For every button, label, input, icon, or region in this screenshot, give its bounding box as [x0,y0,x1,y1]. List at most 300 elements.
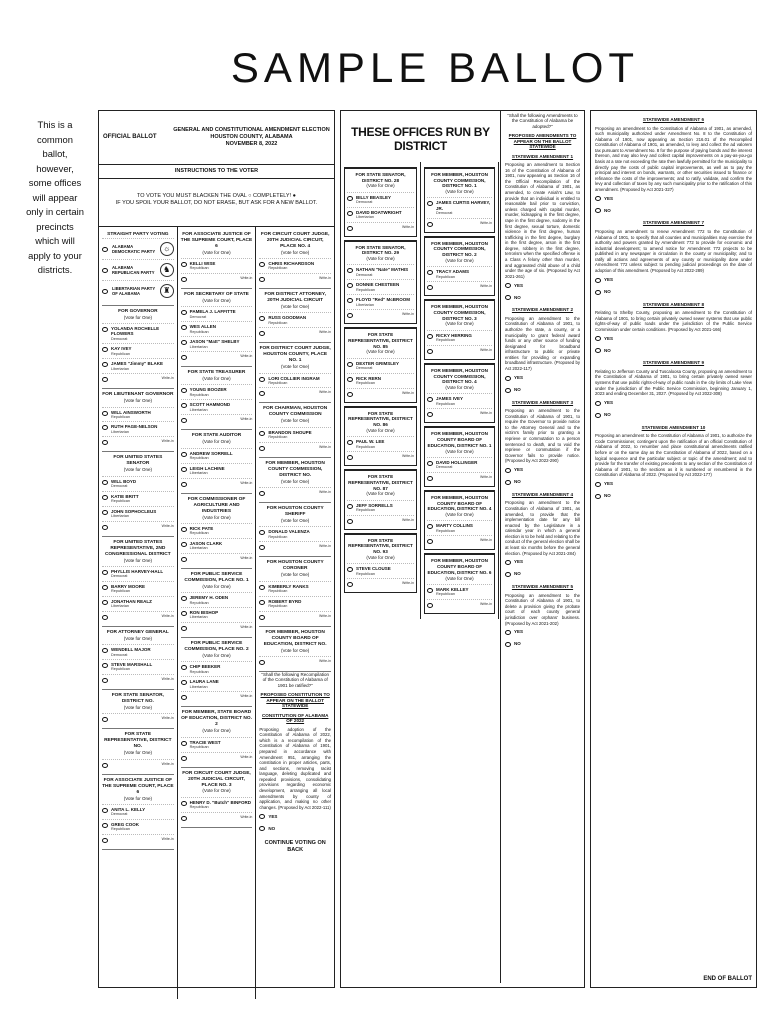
candidate-row[interactable] [102,343,174,358]
candidate-name: TRACIE WEST [189,739,221,745]
candidate-row[interactable] [259,427,331,442]
vote-oval[interactable] [102,411,108,416]
yes-option[interactable] [505,464,580,476]
vote-for-label: (Vote for One) [281,518,310,524]
no-option[interactable] [595,344,752,356]
no-label: NO [604,347,611,353]
vote-oval[interactable] [102,362,108,367]
candidate-row[interactable] [259,312,331,327]
candidate-row[interactable] [181,538,253,553]
vote-oval[interactable] [181,801,187,806]
write-in-row [427,599,492,610]
vote-oval[interactable] [181,277,187,282]
vote-oval[interactable] [595,348,601,353]
vote-oval[interactable] [102,585,108,590]
vote-oval[interactable] [259,530,265,535]
candidate-row[interactable] [181,661,253,676]
candidate-party: Libertarian [356,214,374,219]
vote-oval[interactable] [595,482,601,487]
vote-oval[interactable] [427,476,433,481]
no-option[interactable] [595,490,752,502]
vote-oval[interactable] [259,545,265,550]
contest-title: FOR STATE REPRESENTATIVE, DISTRICT NO. 87 [348,474,413,491]
vote-for-label: (Vote for One) [445,188,474,194]
vote-oval[interactable] [259,331,265,336]
vote-oval[interactable] [181,695,187,700]
contest-title: FOR STATE REPRESENTATIVE, DISTRICT NO. 86 [348,410,413,428]
vote-oval[interactable] [427,461,433,466]
vote-oval[interactable] [181,665,187,670]
vote-oval[interactable] [427,285,433,290]
candidate-party: Democrat [111,812,128,817]
district-left-column [341,162,421,619]
candidate-row[interactable] [259,526,331,541]
candidate-party: Libertarian [189,471,208,476]
vote-oval[interactable] [595,208,601,213]
candidate-name: RICK RERN [356,375,382,381]
no-option[interactable] [595,409,752,421]
vote-oval[interactable] [102,838,108,843]
contest-title: FOR LIEUTENANT GOVERNOR [102,392,174,398]
candidate-name: KATIE BRITT [111,493,139,499]
vote-oval[interactable] [427,222,433,227]
no-option[interactable] [595,204,752,216]
candidate-row[interactable] [102,506,174,521]
vote-oval[interactable] [347,226,353,231]
vote-oval[interactable] [181,325,187,330]
candidate-party: Republican [268,320,288,325]
contest-title: FOR COMMISSIONER OF AGRICULTURE AND INDUSTRIES [187,496,246,514]
vote-oval[interactable] [181,542,187,547]
vote-oval[interactable] [427,201,433,206]
vote-oval[interactable] [181,756,187,761]
candidate-row[interactable] [102,659,174,674]
candidate-party: Republican [111,499,130,504]
candidate-row[interactable] [181,607,253,622]
vote-oval[interactable] [259,585,265,590]
candidate-row[interactable] [181,336,253,351]
no-option[interactable] [505,638,580,650]
no-option[interactable] [505,476,580,488]
candidate-name: GREG COOK [111,821,140,827]
vote-oval[interactable] [102,600,108,605]
no-label: NO [604,493,611,499]
vote-oval[interactable] [347,504,353,509]
contest-title: FOR DISTRICT ATTORNEY, 20TH JUDICIAL CIRCUIT [264,291,326,303]
vote-oval[interactable] [102,717,108,722]
write-in-row [181,812,253,823]
write-in-label: Write-in [480,411,492,416]
vote-oval[interactable] [259,262,265,267]
vote-oval[interactable] [181,527,187,532]
candidate-row[interactable] [102,581,174,596]
candidate-name: ANITA L. KELLY [111,807,146,813]
vote-oval[interactable] [102,347,108,352]
candidate-row[interactable] [102,566,174,581]
vote-oval[interactable] [595,196,601,201]
vote-oval[interactable] [102,425,108,430]
yes-option[interactable] [505,279,580,291]
vote-oval[interactable] [347,582,353,587]
yes-option[interactable] [595,332,752,344]
yes-option[interactable] [505,626,580,638]
vote-oval[interactable] [347,268,353,273]
vote-oval[interactable] [505,376,511,381]
vote-oval[interactable] [259,615,265,620]
vote-for-label: (Vote for One) [202,788,231,794]
candidate-row[interactable] [427,330,492,345]
vote-oval[interactable] [181,452,187,457]
precinct-note: This is a common ballot, however, some offices will appear only in certain precincts which will apply to your districts. [26,119,84,275]
write-in-label: Write-in [161,376,174,381]
write-in-row [259,327,331,338]
vote-oval[interactable] [181,596,187,601]
vote-oval[interactable] [102,823,108,828]
constitution-question-text: "Shall the following Recompilation of the Constitution of Alabama of 1901 be ratified?" [261,671,329,688]
write-in-label: Write-in [240,417,253,422]
vote-oval[interactable] [102,648,108,653]
candidate-party: Libertarian [111,366,129,371]
amendment-block [505,400,580,488]
vote-for-label: (Vote for One) [123,314,152,320]
no-option[interactable] [259,822,331,834]
candidate-name: KAY IVEY [111,346,132,352]
vote-oval[interactable] [347,455,353,460]
vote-oval[interactable] [102,510,108,515]
write-in-row [102,611,174,622]
candidate-row[interactable] [347,279,414,294]
no-option[interactable] [595,286,752,298]
contest-title: FOR MEMBER, HOUSTON COUNTY COMMISSION, DISTRICT NO. 3 [431,304,488,321]
contest-title: FOR HOUSTON COUNTY CORONER [266,560,324,572]
candidate-name: WILL AINSWORTH [111,409,151,415]
candidate-row[interactable] [347,192,414,207]
vote-oval[interactable] [347,196,353,201]
vote-oval[interactable] [505,560,511,565]
candidate-name: BARRY MOORE [111,583,146,589]
candidate-name: RUTH PAGE-NELSON [111,424,158,430]
yes-option[interactable] [595,192,752,204]
vote-oval[interactable] [181,418,187,423]
vote-oval[interactable] [102,480,108,485]
candidate-row[interactable] [102,819,174,834]
vote-oval[interactable] [347,211,353,216]
candidate-name: ROBERT BYRD [268,598,302,604]
vote-oval[interactable] [259,446,265,451]
candidate-party: Libertarian [111,514,129,519]
yes-label: YES [514,282,524,288]
vote-for-label: (Vote for One) [281,364,310,370]
vote-for-label: (Vote for One) [123,795,152,801]
vote-oval[interactable] [347,362,353,367]
candidate-row[interactable] [347,563,414,578]
no-option[interactable] [505,291,580,303]
vote-oval[interactable] [427,270,433,275]
candidate-row[interactable] [102,476,174,491]
candidate-row[interactable] [347,373,414,388]
candidate-party: Republican [189,266,209,271]
vote-oval[interactable] [259,391,265,396]
vote-for-label: (Vote for One) [202,728,231,734]
candidate-row[interactable] [259,258,331,273]
vote-for-label: (Vote for One) [202,439,231,445]
vote-for-label: (Vote for One) [281,418,310,424]
vote-oval[interactable] [595,336,601,341]
yes-option[interactable] [505,372,580,384]
vote-oval[interactable] [427,588,433,593]
election-name: GENERAL AND CONSTITUTIONAL AMENDMENT ELECTION [173,126,330,133]
candidate-party: Democrat [111,574,128,579]
contest-block [181,289,253,367]
vote-oval[interactable] [181,467,187,472]
vote-oval[interactable] [102,440,108,445]
candidate-row[interactable] [259,596,331,611]
write-in-label: Write-in [240,354,253,359]
write-in-label: Write-in [240,694,253,699]
vote-oval[interactable] [427,349,433,354]
candidate-row[interactable] [181,258,253,273]
candidate-party: Democrat [436,465,453,470]
vote-oval[interactable] [259,277,265,282]
vote-for-label: (Vote for One) [366,554,395,560]
vote-oval[interactable] [102,615,108,620]
vote-oval[interactable] [102,678,108,683]
vote-oval[interactable] [102,495,108,500]
vote-oval[interactable] [102,268,108,273]
contest-title: FOR GOVERNOR [118,308,158,314]
yes-option[interactable] [505,556,580,568]
vote-oval[interactable] [505,388,511,393]
write-in-label: Write-in [161,439,174,444]
vote-oval[interactable] [347,519,353,524]
vote-for-label: (Vote for One) [445,448,474,454]
vote-oval[interactable] [102,377,108,382]
vote-oval[interactable] [505,283,511,288]
party-row[interactable] [102,280,174,301]
candidate-name: RICK PATE [189,525,214,531]
vote-oval[interactable] [505,572,511,577]
candidate-row[interactable] [347,436,414,451]
vote-oval[interactable] [181,680,187,685]
vote-oval[interactable] [181,741,187,746]
candidate-row[interactable] [102,804,174,819]
vote-oval[interactable] [595,278,601,283]
ballot-panel-main [98,110,335,988]
candidate-row[interactable] [181,592,253,607]
candidate-row[interactable] [347,294,414,309]
vote-oval[interactable] [102,327,108,332]
candidate-name: LAURA LANE [189,679,219,685]
vote-oval[interactable] [259,377,265,382]
yes-label: YES [604,400,614,406]
vote-oval[interactable] [347,567,353,572]
vote-oval[interactable] [102,247,108,252]
candidate-row[interactable] [181,321,253,336]
vote-oval[interactable] [505,468,511,473]
vote-oval[interactable] [427,412,433,417]
vote-oval[interactable] [181,310,187,315]
candidate-row[interactable] [427,520,492,535]
candidate-row[interactable] [102,421,174,436]
contest-title: FOR UNITED STATES REPRESENTATIVE, 2ND CONGRESSIONAL DISTRICT [104,539,171,557]
write-in-label: Write-in [161,523,174,528]
candidate-row[interactable] [347,207,414,222]
vote-oval[interactable] [347,283,353,288]
candidate-row[interactable] [347,500,414,515]
vote-for-label: (Vote for One) [445,512,474,518]
no-label: NO [604,412,611,418]
write-in-row [427,345,492,356]
vote-for-label: (Vote for One) [366,183,395,189]
candidate-row[interactable] [427,393,492,408]
district-contest [344,327,417,402]
vote-oval[interactable] [595,413,601,418]
yes-option[interactable] [595,274,752,286]
vote-oval[interactable] [181,262,187,267]
vote-for-label: (Vote for One) [445,575,474,581]
candidate-row[interactable] [259,373,331,388]
candidate-row[interactable] [427,266,492,281]
write-in-row [181,478,253,489]
candidate-row[interactable] [181,676,253,691]
vote-oval[interactable] [347,377,353,382]
candidate-row[interactable] [427,584,492,599]
candidate-row[interactable] [102,407,174,422]
vote-oval[interactable] [347,392,353,397]
write-in-label: Write-in [161,761,174,766]
vote-for-label: (Vote for One) [445,321,474,327]
candidate-row[interactable] [102,596,174,611]
district-contest [344,469,417,530]
vote-oval[interactable] [427,524,433,529]
candidate-row[interactable] [102,491,174,506]
vote-oval[interactable] [595,401,601,406]
vote-oval[interactable] [347,298,353,303]
candidate-row[interactable] [181,797,253,812]
vote-oval[interactable] [259,660,265,665]
candidate-row[interactable] [102,358,174,373]
amendment-block [595,425,752,502]
candidate-row[interactable] [181,463,253,478]
candidate-party: Republican [436,528,455,533]
vote-oval[interactable] [259,814,265,819]
candidate-row[interactable] [181,384,253,399]
vote-oval[interactable] [181,816,187,821]
vote-oval[interactable] [505,630,511,635]
vote-oval[interactable] [181,355,187,360]
no-label: NO [604,288,611,294]
contest-title: FOR STATE SENATOR, DISTRICT NO. [111,692,164,704]
vote-oval[interactable] [427,334,433,339]
no-option[interactable] [505,384,580,396]
candidate-row[interactable] [181,399,253,414]
contest-block [181,229,253,289]
vote-oval[interactable] [181,340,187,345]
candidate-row[interactable] [259,581,331,596]
vote-oval[interactable] [102,525,108,530]
candidate-party: Republican [356,571,375,576]
contest-block [181,494,253,569]
candidate-row[interactable] [181,448,253,463]
vote-oval[interactable] [259,431,265,436]
no-label: NO [514,294,521,300]
candidate-row[interactable] [427,197,492,217]
vote-oval[interactable] [181,557,187,562]
write-in-label: Write-in [161,716,174,721]
vote-oval[interactable] [347,440,353,445]
yes-option[interactable] [595,478,752,490]
party-row[interactable] [102,238,174,259]
write-in-label: Write-in [319,658,332,663]
yes-option[interactable] [595,397,752,409]
candidate-name: WENDELL MAJOR [111,647,151,653]
vote-oval[interactable] [259,826,265,831]
vote-for-label: (Vote for One) [202,652,231,658]
party-label: ALABAMA DEMOCRATIC PARTY [112,243,156,254]
vote-oval[interactable] [427,603,433,608]
vote-oval[interactable] [181,611,187,616]
contest-title: FOR STATE SENATOR, DISTRICT NO. 29 [355,244,406,256]
write-in-row [347,222,414,233]
no-label: NO [514,641,521,647]
write-in-row [427,281,492,292]
yes-option[interactable] [259,810,331,822]
vote-oval[interactable] [102,289,108,294]
candidate-row[interactable] [347,358,414,373]
vote-oval[interactable] [181,626,187,631]
vote-oval[interactable] [505,480,511,485]
candidate-party: Republican [111,414,130,419]
vote-oval[interactable] [505,642,511,647]
candidate-row[interactable] [181,737,253,752]
amendment-block [505,154,580,304]
vote-oval[interactable] [347,313,353,318]
contest-block [102,729,174,774]
candidate-row[interactable] [102,323,174,343]
vote-oval[interactable] [181,482,187,487]
amendments-heading: PROPOSED AMENDMENTS TO APPEAR ON THE BALLOT STATEWIDE [508,133,577,150]
candidate-row[interactable] [427,457,492,472]
candidate-row[interactable] [347,264,414,279]
vote-oval[interactable] [427,539,433,544]
vote-oval[interactable] [181,403,187,408]
vote-oval[interactable] [259,316,265,321]
candidate-party: Republican [356,381,375,386]
vote-oval[interactable] [259,491,265,496]
candidate-row[interactable] [181,523,253,538]
vote-oval[interactable] [259,600,265,605]
vote-oval[interactable] [181,388,187,393]
candidate-row[interactable] [102,644,174,659]
write-in-label: Write-in [240,480,253,485]
vote-oval[interactable] [102,663,108,668]
district-contest [424,426,495,487]
vote-oval[interactable] [505,295,511,300]
vote-oval[interactable] [102,763,108,768]
vote-oval[interactable] [595,290,601,295]
party-row[interactable] [102,259,174,280]
contest-title: FOR DISTRICT COURT JUDGE, HOUSTON COUNTY, PLACE NO. 1 [259,346,331,364]
no-option[interactable] [505,568,580,580]
contest-title: FOR STATE AUDITOR [191,433,242,439]
candidate-name: DAVID BOATWRIGHT [356,209,402,215]
vote-oval[interactable] [427,397,433,402]
vote-oval[interactable] [102,570,108,575]
candidate-row[interactable] [181,306,253,321]
vote-oval[interactable] [595,494,601,499]
vote-for-label: (Vote for One) [366,349,395,355]
vote-oval[interactable] [102,808,108,813]
